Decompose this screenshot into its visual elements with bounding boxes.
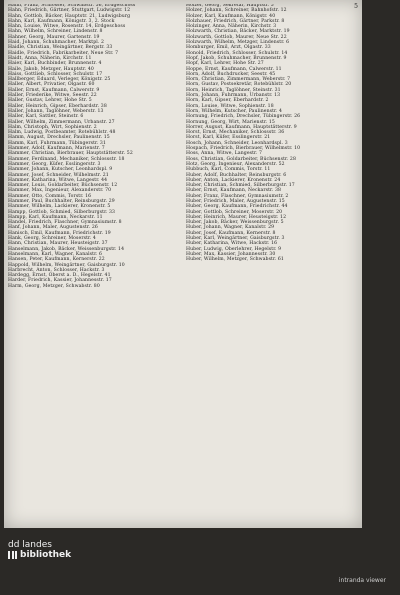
directory-entry: Hardegg, Ernst, Oberst a. D., Hegelstr. 41 [8, 273, 111, 279]
directory-entry: Huber, Wilhelm, Metzger, Schwabstr. 61 [186, 257, 284, 263]
directory-entry: Halm, Christoph, Wirt, Sophienstr. 2 [8, 124, 97, 130]
directory-entry: Hopf, Karl, Lehrer, Hohe Str. 27 [186, 61, 264, 67]
directory-entry: Homburger, Emil, Arzt, Olgastr. 33 [186, 45, 271, 51]
directory-entry: Hampp, Karl, Kaufmann, Neckarstr. 11 [8, 214, 103, 220]
directory-entry: Hann, Christian, Maurer, Heusteigstr. 37 [8, 241, 108, 247]
directory-entry: Horn, Heinrich, Taglöhner, Steinstr. 31 [186, 87, 281, 93]
directory-entry: Haiss, Gottlieb, Schlosser, Schulstr. 17 [8, 71, 103, 77]
directory-entry: Huber, Josef, Kaufmann, Kernerstr. 8 [186, 230, 276, 236]
logo-text-2: bibliothek [20, 550, 72, 560]
directory-entry: Holzinger, Anna, Näherin, Kirchstr. 3 [186, 24, 277, 30]
directory-entry: Huber, Friedrich, Maler, Augustenstr. 15 [186, 198, 285, 204]
directory-entry: Huber, Jakob, Bäcker, Weissenburgstr. 5 [186, 220, 284, 226]
directory-entry: Hammer, Otto, Commis, Torstr. 16 [8, 193, 92, 199]
directory-entry: Huber, Anton, Lackierer, Kronenstr. 24 [186, 177, 281, 183]
page-number: 5 [354, 3, 358, 10]
directory-entry: Huber, Heinrich, Maurer, Heusteigstr. 12 [186, 214, 287, 220]
directory-entry: Haller, Friederike, Witwe, Seestr. 22 [8, 93, 97, 99]
directory-entry: Hahn, Louise, Witwe, Rosenstr. 14, Erdgeschoss [8, 24, 126, 30]
directory-entry: Horn, Karl, Gipser, Eberhardstr. 2 [186, 98, 269, 104]
logo-line-2 [8, 550, 71, 560]
directory-entry: Hornung, Friedrich, Drechsler, Tübingerstr. 26 [186, 114, 301, 120]
directory-entry: Hubbuch, Karl, Commis, Torstr. 11 [186, 167, 271, 173]
logo-text-1: dd landes [8, 540, 52, 550]
directory-entry: Hamm, August, Drechsler, Paulinenstr. 15 [8, 135, 110, 141]
directory-entry: Haidle, Christian, Weingärtner, Bergstr. 33 [8, 45, 113, 51]
directory-entry: Haller, Wilhelm, Zimmermann, Urbanstr. 27 [8, 119, 115, 125]
directory-entry: Horst, Ernst, Mechaniker, Schlossstr. 36 [186, 130, 285, 136]
directory-entry: Harder, Friedrich, Kassier, Johannesstr. 17 [8, 278, 112, 284]
directory-entry: Holzer, Karl, Kaufmann, Königstr. 40 [186, 13, 276, 19]
directory-entry: Hamm, Karl, Fuhrmann, Tübingerstr. 31 [8, 140, 106, 146]
directory-entry: Hotz, Georg, Ingenieur, Alexanderstr. 52 [186, 161, 285, 167]
document-page [4, 0, 362, 528]
directory-entry: Hallberger, Eduard, Verleger, Königstr. 25 [8, 77, 111, 83]
directory-entry: Hammer, Wilhelm, Lackierer, Kronenstr. 5 [8, 204, 111, 210]
directory-entry: Huber, Ernst, Kaufmann, Neckarstr. 38 [186, 188, 282, 194]
directory-entry: Hammer, Johann, Kutscher, Leonhardspl. 9 [8, 167, 113, 173]
directory-entry: Haller, Ernst, Kaufmann, Calwerstr. 9 [8, 87, 100, 93]
directory-entry: Hammer, Adolf, Kaufmann, Marienstr. 7 [8, 146, 105, 152]
directory-entry: Horn, Wilhelm, Kutscher, Paulinenstr. 4 [186, 108, 282, 114]
directory-entry: Haid, Johann, Schuhmacher, Marktpl. 2 [8, 40, 104, 46]
directory-entry: Huber, Ludwig, Oberlehrer, Hegelstr. 9 [186, 246, 282, 252]
directory-entry: Haller, Karl, Sattler, Steinstr. 6 [8, 114, 84, 120]
directory-entry: Hammer, Georg, Küfer, Esslingerstr. 3 [8, 161, 101, 167]
directory-entry: Haller, Gustav, Lehrer, Hohe Str. 5 [8, 98, 92, 104]
directory-entry: Hanisch, Emil, Kaufmann, Friedrichstr. 19 [8, 230, 111, 236]
directory-entry: Haidt, Anna, Näherin, Kirchstr. 11 [8, 55, 92, 61]
directory-entry: Huber, Katharina, Witwe, Hackstr. 16 [186, 241, 278, 247]
directory-entry: Hanselmann, Jakob, Bäcker, Weissenburgstr. 14 [8, 246, 125, 252]
left-column [8, 4, 178, 522]
directory-entry: Haller, Heinrich, Gipser, Eberhardstr. 38 [8, 103, 107, 109]
directory-entry: Horn, Johann, Fuhrmann, Urbanstr. 13 [186, 93, 281, 99]
directory-entry: Huber, Gottlob, Schreiner, Moserstr. 20 [186, 209, 283, 215]
directory-entry: Hammer, Ferdinand, Mechaniker, Schlossstr. 18 [8, 156, 125, 162]
directory-entry: Huber, Christian, Schmied, Silberburgstr. 17 [186, 183, 295, 189]
directory-entry: Hansen, Peter, Kaufmann, Kernerstr. 22 [8, 257, 105, 263]
directory-entry: Huber, Adolf, Buchhalter, Reinsburgstr. 6 [186, 172, 287, 178]
directory-entry: Hospach, Friedrich, Bierbrauer, Wilhelmstr. 10 [186, 146, 301, 152]
directory-entry: Hammer, Max, Ingenieur, Alexanderstr. 70 [8, 188, 112, 194]
directory-entry: Holzer, Johann, Schreiner, Bahnhofstr. 12 [186, 8, 287, 14]
directory-entry: Honold, Friedrich, Schlosser, Schulstr. 14 [186, 50, 288, 56]
directory-entry: Hoss, Christian, Goldarbeiter, Büchsenstr. 28 [186, 156, 296, 162]
directory-entry: Hahn, Gottlob, Bäcker, Hauptstr. 21, Ludwigsburg [8, 13, 131, 19]
directory-entry: Huber, Karl, Weingärtner, Gaisburgstr. 3 [186, 236, 285, 242]
directory-entry: Harm, Georg, Metzger, Schwabstr. 80 [8, 283, 100, 289]
directory-entry: Hampp, Gottlob, Schmied, Silberburgstr. 33 [8, 209, 116, 215]
directory-entry: Halm, Ludwig, Postbeamter, Rotebühlstr. 48 [8, 130, 116, 136]
directory-entry: Horn, Louise, Witwe, Sophienstr. 18 [186, 103, 274, 109]
logo-bars-icon [8, 551, 17, 559]
directory-entry: Holzwarth, Christian, Bäcker, Marktstr. 19 [186, 29, 290, 35]
directory-entry: Hammer, Christian, Bierbrauer, Hauptstätterstr. 52 [8, 151, 133, 157]
directory-entry: Hornung, Georg, Wirt, Marienstr. 15 [186, 119, 275, 125]
viewer-label[interactable]: intranda viewer [338, 577, 386, 584]
directory-entry: Hammer, Katharina, Witwe, Langestr. 44 [8, 177, 108, 183]
directory-entry: Haier, Karl, Buchbinder, Brunnenstr. 4 [8, 61, 102, 67]
directory-entry: Handel, Friedrich, Flaschner, Gymnasiumstr. 8 [8, 220, 122, 226]
directory-entry: Hoppe, Ernst, Kaufmann, Calwerstr. 11 [186, 66, 282, 72]
directory-entry: Holzwarth, Gottlob, Maurer, Neue Str. 22 [186, 34, 287, 40]
directory-entry: Harbrecht, Anton, Schlosser, Hackstr. 3 [8, 267, 105, 273]
directory-entry: Hanselmann, Karl, Wagner, Kanalstr. 6 [8, 251, 103, 257]
right-column [186, 4, 356, 522]
directory-entry: Hanf, Johann, Maler, Augustenstr. 26 [8, 225, 98, 231]
directory-entry: Horn, Gustav, Postsekretär, Rotebühlstr. 20 [186, 82, 292, 88]
directory-entry: Huber, Franz, Flaschner, Gymnasiumstr. 2 [186, 193, 289, 199]
directory-entry: Hoss, Anna, Witwe, Langestr. 7 [186, 151, 262, 157]
directory-entry: Hammer, Paul, Buchhalter, Reinsburgstr. 29 [8, 198, 115, 204]
directory-entry: Hammer, Josef, Schneider, Wilhelmstr. 21 [8, 172, 109, 178]
directory-entry: Happold, Wilhelm, Weingärtner, Gaisburgstr. 10 [8, 262, 125, 268]
library-logo[interactable] [8, 540, 71, 560]
directory-entry: Haller, Johann, Taglöhner, Weberstr. 13 [8, 108, 104, 114]
directory-entry: Huber, Georg, Kaufmann, Friedrichstr. 44 [186, 204, 288, 210]
directory-entry: Horn, Adolf, Buchdrucker, Seestr. 45 [186, 71, 276, 77]
directory-entry: Holzer, Georg, Sekretär, Hauptstr. 5 [186, 4, 274, 8]
directory-entry: Hopf, Jakob, Schuhmacher, Brunnenstr. 9 [186, 55, 287, 61]
directory-entry: Holzwarth, Wilhelm, Metzger, Lindenstr. 6 [186, 40, 290, 46]
directory-entry: Hosch, Johann, Schneider, Leonhardspl. 3 [186, 140, 288, 146]
directory-entry: Hammer, Louis, Goldarbeiter, Büchsenstr. 12 [8, 183, 118, 189]
directory-entry: Haile, Jakob, Metzger, Hauptstr. 40 [8, 66, 94, 72]
logo-line-1 [8, 540, 71, 550]
directory-entry: Huber, Johann, Wagner, Kanalstr. 29 [186, 225, 275, 231]
footer-bar [0, 528, 400, 595]
directory-entry: Hahn, Wilhelm, Schreiner, Lindenstr. 8 [8, 29, 103, 35]
directory-entry: Horst, Karl, Küfer, Esslingerstr. 21 [186, 135, 271, 141]
directory-entry: Haller, Albert, Privatier, Olgastr. 60 [8, 82, 95, 88]
directory-entry: Hahn, Friedrich, Gärtner, Stuttgart, Ludwigstr. 12 [8, 8, 131, 14]
directory-entry: Haidle, Friedrich, Fabrikarbeiter, Neue Str. 7 [8, 50, 119, 56]
directory-entry: Horn, Christian, Zimmermann, Weberstr. 7 [186, 77, 291, 83]
directory-entry: Hahn, Karl, Kaufmann, Königstr. 3, 2. Stock [8, 18, 115, 24]
directory-entry: Hahner, Georg, Maurer, Gartenstr. 19 [8, 34, 100, 40]
directory-entry: Huber, Max, Kassier, Johannesstr. 30 [186, 251, 276, 257]
directory-entry: Horrer, August, Kaufmann, Hauptstätterstr. 9 [186, 124, 297, 130]
directory-entry: Holzhauer, Friedrich, Gärtner, Parkstr. 8 [186, 18, 285, 24]
directory-entry: Hank, Georg, Schreiner, Moserstr. 4 [8, 236, 96, 242]
directory-entry: Hahn, Franz, Schlosser, Schwabstr. 56, Erdgeschoss [8, 4, 136, 8]
